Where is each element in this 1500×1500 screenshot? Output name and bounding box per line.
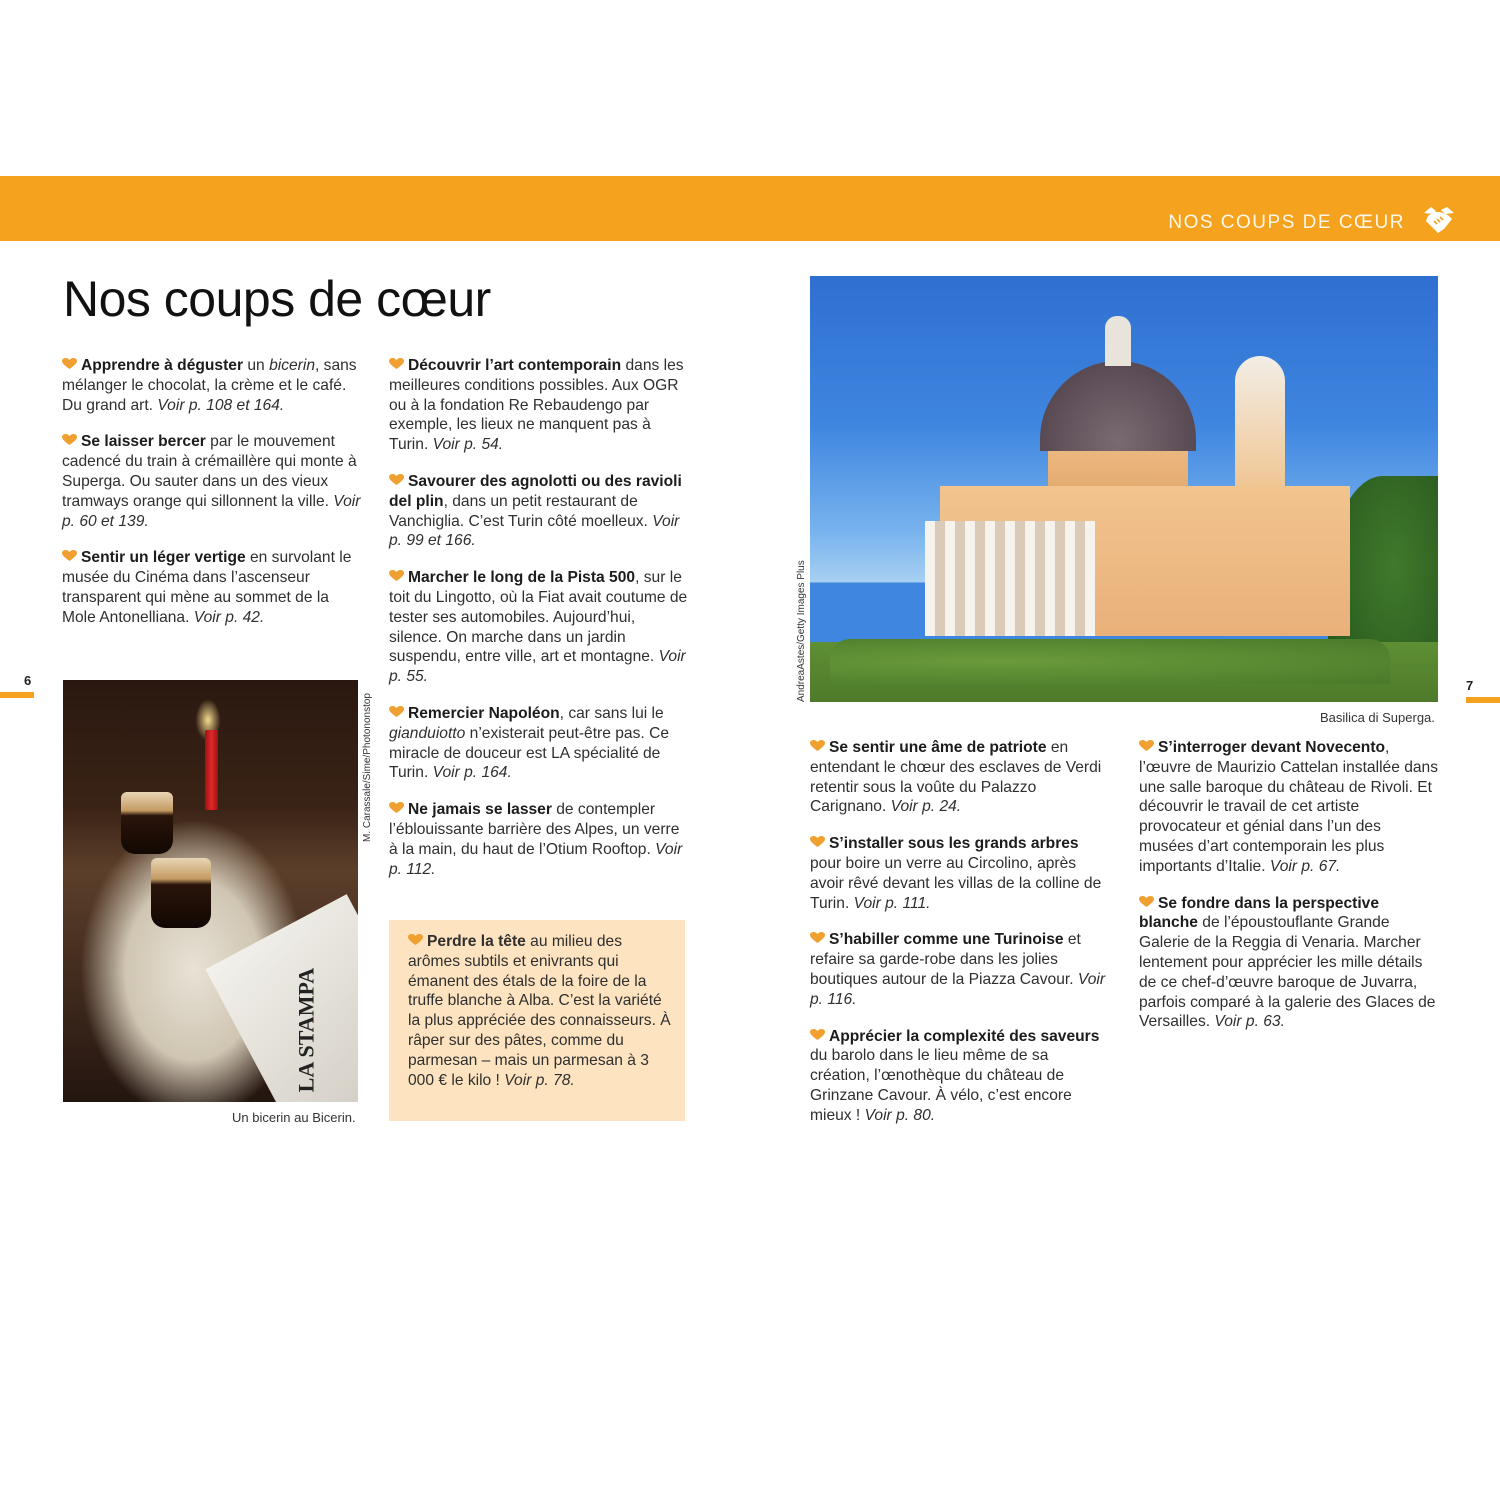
favorite-item: Savourer des agnolotti ou des ravioli del plin, dans un petit restaurant de Vanchiglia. C’est Turin côté moelleux. Voir p. 99 et 166. [389,472,682,550]
favorite-item: Sentir un léger vertige en survolant le musée du Cinéma dans l’ascenseur transparent qui mène au sommet de la Mole Antonelliana. Voir p. 42. [62,549,352,626]
favorite-item: S’habiller comme une Turinoise et refaire sa garde-robe dans les jolies boutiques autour de la Piazza Cavour. Voir p. 116. [810,931,1106,1008]
photo-basilica-superga [810,276,1438,702]
favorite-item: Découvrir l’art contemporain dans les meilleures conditions possibles. Aux OGR ou à la fondation Re Rebaudengo par exemple, les lieux ne manquent pas à Turin. Voir p. 54. [389,357,684,454]
page-reference: Voir p. 80. [864,1106,936,1124]
heart-icon [810,1029,825,1040]
page-title: Nos coups de cœur [63,271,491,327]
heart-icon [62,358,77,369]
page-reference: Voir p. 116. [810,970,1106,1008]
heart-icon [810,740,825,751]
caption-superga: Basilica di Superga. [1320,710,1435,725]
heart-icon [810,932,825,943]
page-reference: Voir p. 60 et 139. [62,492,361,530]
page-number-right: 7 [1466,678,1474,693]
section-header-banner [0,176,1500,241]
heart-icon [810,836,825,847]
page-reference: Voir p. 54. [432,436,504,454]
favorite-item: Apprendre à déguster un bicerin, sans mélanger le chocolat, la crème et le café. Du grand art. Voir p. 108 et 164. [62,357,357,414]
coffee-glass [151,858,211,928]
highlight-box [389,920,685,1121]
heart-icon [408,934,423,945]
page-reference: Voir p. 42. [193,608,265,626]
hedges [830,639,1390,684]
page-reference: Voir p. 99 et 166. [389,512,680,550]
heart-icon [389,570,404,581]
page-reference: Voir p. 63. [1214,1013,1285,1031]
favorite-item: Ne jamais se lasser de contempler l’éblouissante barrière des Alpes, un verre à la main, du haut de l’Otium Rooftop. Voir p. 112. [389,801,683,878]
newspaper: LA STAMPA [205,894,358,1102]
page-reference: Voir p. 78. [504,1071,575,1089]
lantern [1105,316,1131,366]
page-reference: Voir p. 108 et 164. [157,396,285,414]
page-marker-left [0,692,34,698]
page-reference: Voir p. 112. [389,840,683,878]
column-1 [62,356,362,645]
page-reference: Voir p. 164. [432,764,512,782]
photo-bicerin [63,680,358,1102]
portico-columns [925,521,1095,636]
favorite-item: Marcher le long de la Pista 500, sur le toit du Lingotto, où la Fiat avait coutume de tester ses automobiles. Aujourd’hui, silence. On marche dans un jardin suspendu, entre ville, art et montagne. Voir p. 55. [389,569,688,686]
favorite-item: Se fondre dans la perspective blanche de l’époustouflante Grande Galerie de la Reggia di Venaria. Marcher lentement pour apprécier les mille détails de ce chef-d’œuvre baroque de Juvarra, parfois comparé à la galerie des Glaces de Versailles. Voir p. 63. [1139,894,1436,1031]
favorite-item: Remercier Napoléon, car sans lui le gianduiotto n’existerait peut-être pas. Ce miracle de douceur est LA spécialité de Turin. Voir p. 164. [389,704,669,782]
column-2 [389,356,689,896]
candle [205,730,218,810]
favorite-item: S’interroger devant Novecento, l’œuvre de Maurizio Cattelan installée dans une salle baroque du château de Rivoli. Et découvrir le travail de cet artiste provocateur et génial dans l’un des musées d’art contemporain les plus importants d’Italie. Voir p. 67. [1139,739,1439,875]
photo-credit-superga: AndreaAstes/Getty Images Plus [796,560,807,702]
page-reference: Voir p. 55. [389,648,686,686]
heart-icon [389,706,404,717]
caption-bicerin: Un bicerin au Bicerin. [232,1110,356,1125]
photo-credit-bicerin: M. Carassale/Sime/Photononstop [362,693,373,842]
heart-icon [1139,740,1154,751]
handshake-icon [1422,205,1456,235]
page-reference: Voir p. 67. [1269,857,1341,875]
heart-icon [389,358,404,369]
column-3 [810,738,1110,1143]
page-reference: Voir p. 24. [890,798,962,816]
heart-icon [389,802,404,813]
favorite-item: Apprécier la complexité des saveurs du barolo dans le lieu même de sa création, l’œnothèque du château de Grinzane Cavour. À vélo, c’est encore mieux ! Voir p. 80. [810,1027,1100,1124]
page-reference: Voir p. 111. [853,894,931,912]
favorite-item-highlight: Perdre la tête au milieu des arômes subtils et enivrants qui émanent des étals de la foire de la truffe blanche à Alba. C’est la variété la plus appréciée des connaisseurs. À râper sur des pâtes, comme du parmesan – mais un parmesan à 3 000 € le kilo ! Voir p. 78. [408,933,671,1089]
page-marker-right [1466,697,1500,703]
heart-icon [62,434,77,445]
coffee-glass [121,792,173,854]
heart-icon [1139,896,1154,907]
favorite-item: Se laisser bercer par le mouvement cadencé du train à crémaillère qui monte à Superga. Ou sauter dans un des vieux tramways orange qui sillonnent la ville. Voir p. 60 et 139. [62,433,361,530]
page-number-left: 6 [24,673,32,688]
heart-icon [62,550,77,561]
column-4 [1139,738,1439,1049]
bell-tower [1235,356,1285,506]
dome [1040,361,1196,451]
favorite-item: Se sentir une âme de patriote en entendant le chœur des esclaves de Verdi retentir sous la voûte du Palazzo Carignano. Voir p. 24. [810,739,1102,816]
favorite-item: S’installer sous les grands arbres pour boire un verre au Circolino, après avoir rêvé devant les villas de la colline de Turin. Voir p. 111. [810,835,1102,912]
heart-icon [389,474,404,485]
section-title: NOS COUPS DE CŒUR [1168,212,1405,233]
